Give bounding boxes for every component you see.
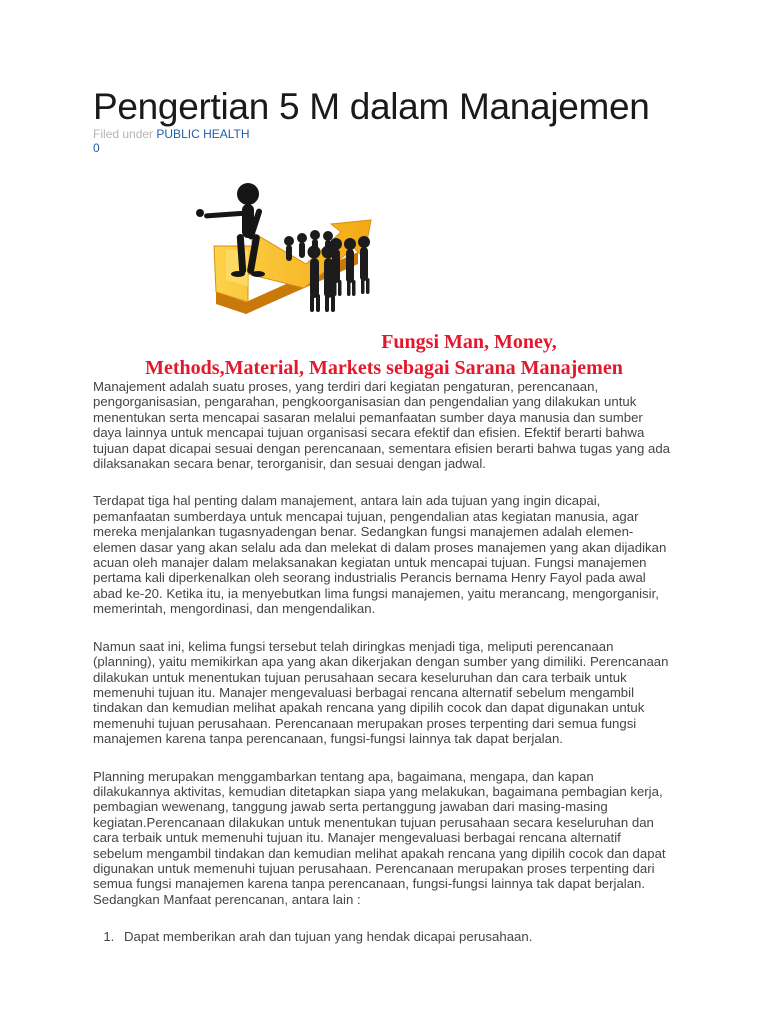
paragraph-1: Manajement adalah suatu proses, yang terdiri dari kegiatan pengaturan, perencanaan, pengorganisasian, pengarahan, pengkoorganisasian dan pengendalian yang dilakukan untuk menentukan serta mencapai sasaran melalui pemanfaatan sumber daya manusia dan sumber daya lainnya untuk mencapai tujuan organisasi secara efektif dan efisien. Efektif berarti bahwa tujuan dapat dicapai sesuai dengan perencanaan, sementara efisien berarti bahwa tugas yang ada dilaksanakan secara benar, terorganisir, dan sesuai dengan jadwal.: [93, 379, 670, 472]
list-item: 1. Dapat memberikan arah dan tujuan yang hendak dicapai perusahaan.: [118, 929, 673, 944]
comment-count-link[interactable]: 0: [93, 141, 100, 155]
category-link[interactable]: PUBLIC HEALTH: [156, 127, 250, 141]
leader-pointing-team-on-arrow-icon: [186, 176, 386, 341]
post-meta: [93, 127, 250, 155]
paragraph-2: Terdapat tiga hal penting dalam manajement, antara lain ada tujuan yang ingin dicapai, pemanfaatan sumberdaya untuk mencapai tujuan, pengendalian atas kegiatan manusia, agar mereka menjalankan tugasnyadengan benar. Sedangkan fungsi manajemen adalah elemen-elemen dasar yang akan selalu ada dan melekat di dalam proses manajemen yang akan dijadikan acuan oleh manajer dalam melaksanakan kegiatan untuk mencapai tujuan. Fungsi manajemen pertama kali diperkenalkan oleh seorang industrialis Perancis bernama Henry Fayol pada awal abad ke-20. Ketika itu, ia menyebutkan lima fungsi manajemen, yaitu merancang, mengorganisir, memerintah, mengordinasi, dan mengendalikan.: [93, 493, 667, 617]
filed-under-label: Filed under: [93, 127, 154, 141]
subheading-line-2: Methods,Material, Markets sebagai Sarana Manajemen: [145, 357, 623, 379]
subheading-line-1: Fungsi Man, Money,: [381, 331, 557, 353]
article-subheading: [100, 329, 668, 381]
benefits-list: [93, 929, 673, 944]
paragraph-3: Namun saat ini, kelima fungsi tersebut telah diringkas menjadi tiga, meliputi perencanaan (planning), yaitu memikirkan apa yang akan dikerjakan dengan sumber yang dimiliki. Perencanaan dilakukan untuk menentukan tujuan perusahaan secara keseluruhan dan cara terbaik untuk memenuhi tujuan itu. Manajer mengevaluasi berbagai rencana alternatif sebelum mengambil tindakan dan kemudian melihat apakah rencana yang dipilih cocok dan dapat digunakan untuk memenuhi tujuan perusahaan. Perencanaan merupakan proses terpenting dari semua fungsi manajemen karena tanpa perencanaan, fungsi-fungsi lainnya tak dapat berjalan.: [93, 638, 669, 747]
paragraph-4: Planning merupakan menggambarkan tentang apa, bagaimana, mengapa, dan kapan dilakukannya aktivitas, kemudian ditetapkan siapa yang melakukan, bagaimana pembagian kerja, pembagian wewenang, tanggung jawab serta pertanggung jawaban dari masing-masing kegiatan.Perencanaan dilakukan untuk menentukan tujuan perusahaan secara keseluruhan dan cara terbaik untuk memenuhi tujuan itu. Manajer mengevaluasi berbagai rencana alternatif sebelum mengambil tindakan dan kemudian melihat apakah rencana yang dipilih cocok dan dapat digunakan untuk memenuhi tujuan perusahaan. Perencanaan merupakan proses terpenting dari semua fungsi manajemen karena tanpa perencanaan, fungsi-fungsi lainnya tak dapat berjalan. Sedangkan Manfaat perencanan, antara lain :: [93, 768, 666, 907]
page-title: Pengertian 5 M dalam Manajemen: [93, 86, 650, 127]
article-body: [93, 379, 673, 945]
